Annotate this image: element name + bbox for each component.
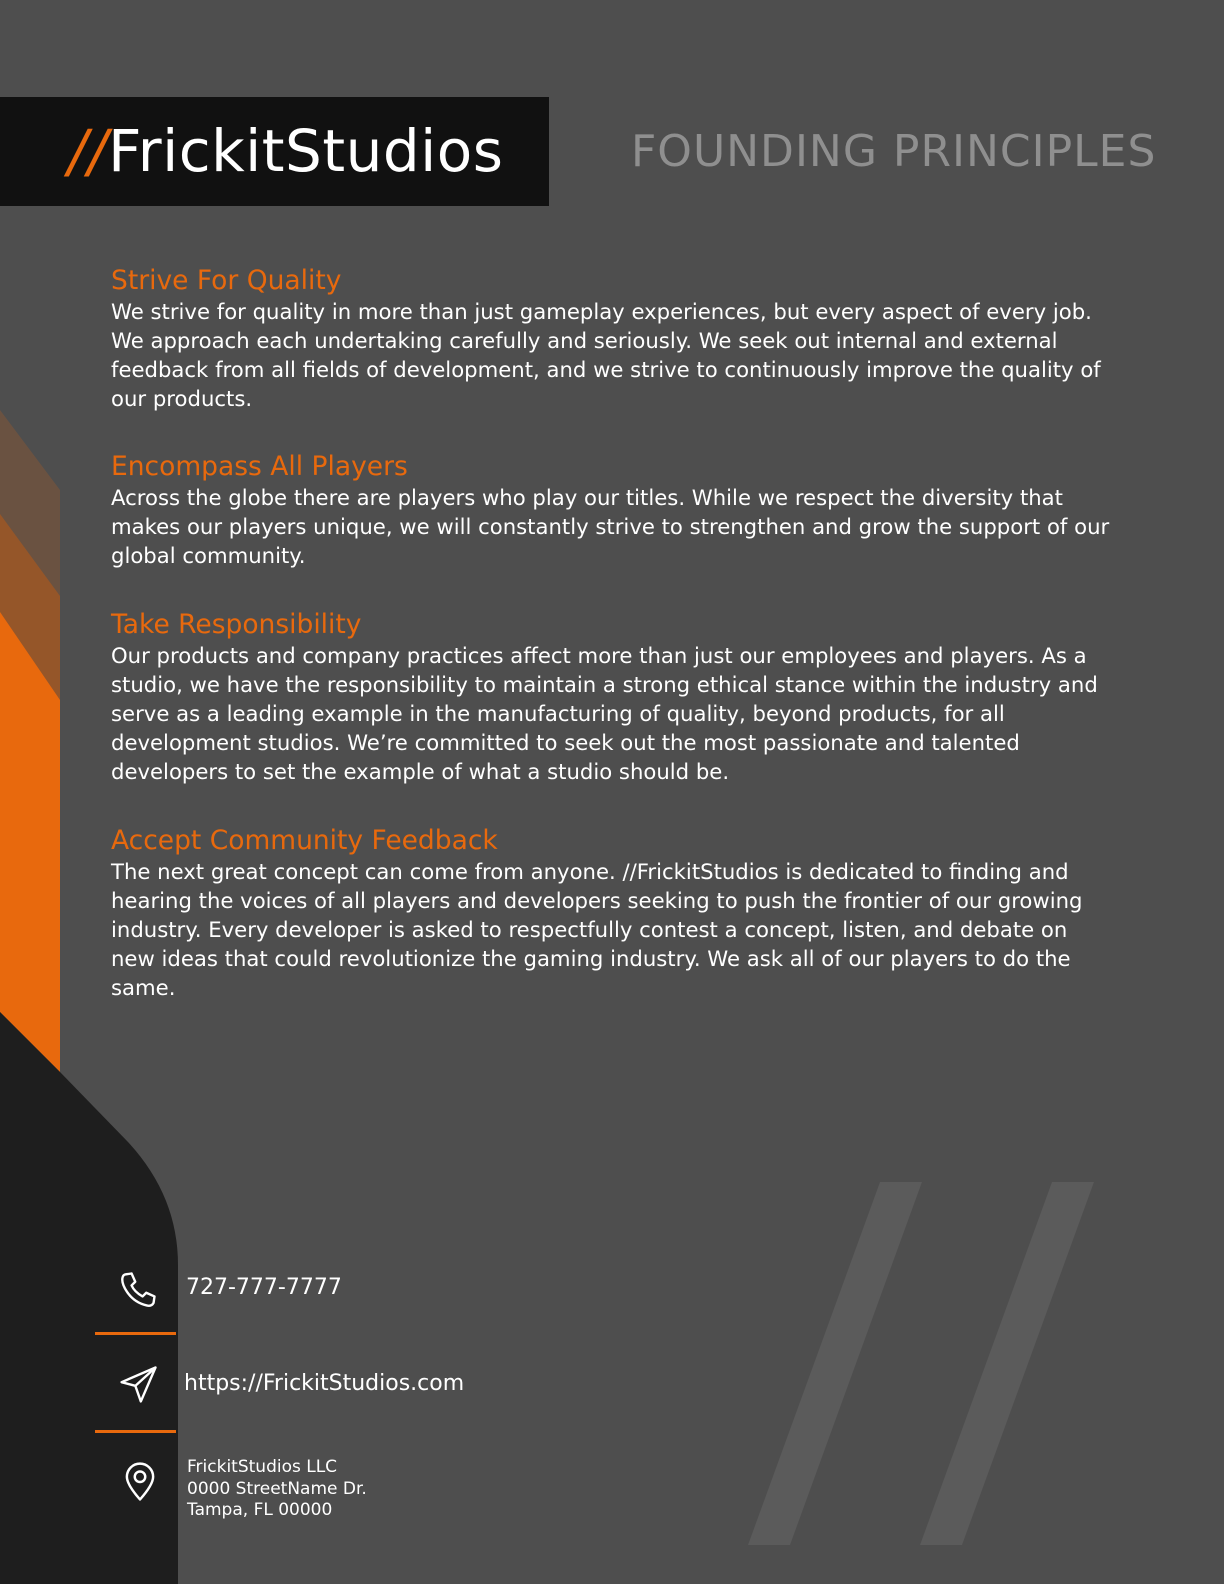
mailing-address bbox=[187, 1457, 367, 1522]
principle-body: Our products and company practices affect more than just our employees and players. As a studio, we have the responsibility to maintain a strong ethical stance within the industry and serve as a leading example in the manufacturing of quality, beyond products, for all development studios. We’re committed to seek out the most passionate and talented developers to set the example of what a studio should be. bbox=[111, 643, 1098, 784]
address-line: FrickitStudios LLC bbox=[187, 1457, 338, 1477]
contact-divider bbox=[95, 1430, 176, 1433]
principle-body: Across the globe there are players who play our titles. While we respect the diversity that makes our players unique, we will constantly strive to strengthen and grow the support of our global community. bbox=[111, 485, 1110, 568]
principle-heading: Strive For Quality bbox=[111, 265, 342, 296]
watermark-slash-left bbox=[748, 1182, 922, 1545]
principle-section bbox=[111, 265, 1111, 413]
principle-section bbox=[111, 609, 1111, 786]
address-line: Tampa, FL 00000 bbox=[187, 1500, 333, 1520]
phone-icon bbox=[116, 1268, 160, 1316]
watermark-slash-right bbox=[920, 1182, 1094, 1545]
principle-heading: Take Responsibility bbox=[111, 609, 362, 640]
company-logo bbox=[68, 116, 503, 186]
principle-body: We strive for quality in more than just gameplay experiences, but every aspect of every job. We approach each undertaking carefully and seriously. We seek out internal and external feedback from all fields of development, and we strive to continuously improve the quality of our products. bbox=[111, 299, 1101, 411]
location-pin-icon bbox=[119, 1460, 161, 1508]
principle-heading: Accept Community Feedback bbox=[111, 825, 498, 856]
principle-section bbox=[111, 451, 1111, 570]
contact-divider bbox=[95, 1332, 176, 1335]
principle-body: The next great concept can come from anyone. //FrickitStudios is dedicated to finding and hearing the voices of all players and developers seeking to push the frontier of our growing industry. Every developer is asked to respectfully contest a concept, listen, and debate on new ideas that could revolutionize the gaming industry. We ask all of our players to do the same. bbox=[111, 859, 1083, 1000]
address-line: 0000 StreetName Dr. bbox=[187, 1478, 367, 1499]
principle-heading: Encompass All Players bbox=[111, 451, 408, 482]
phone-number[interactable]: 727-777-7777 bbox=[186, 1275, 342, 1300]
logo-slashes: // bbox=[68, 117, 109, 185]
logo-name: FrickitStudios bbox=[108, 117, 504, 185]
website-link[interactable]: https://FrickitStudios.com bbox=[184, 1371, 465, 1396]
send-icon bbox=[117, 1362, 161, 1410]
page-title: FOUNDING PRINCIPLES bbox=[631, 126, 1157, 177]
principle-section bbox=[111, 825, 1111, 1002]
